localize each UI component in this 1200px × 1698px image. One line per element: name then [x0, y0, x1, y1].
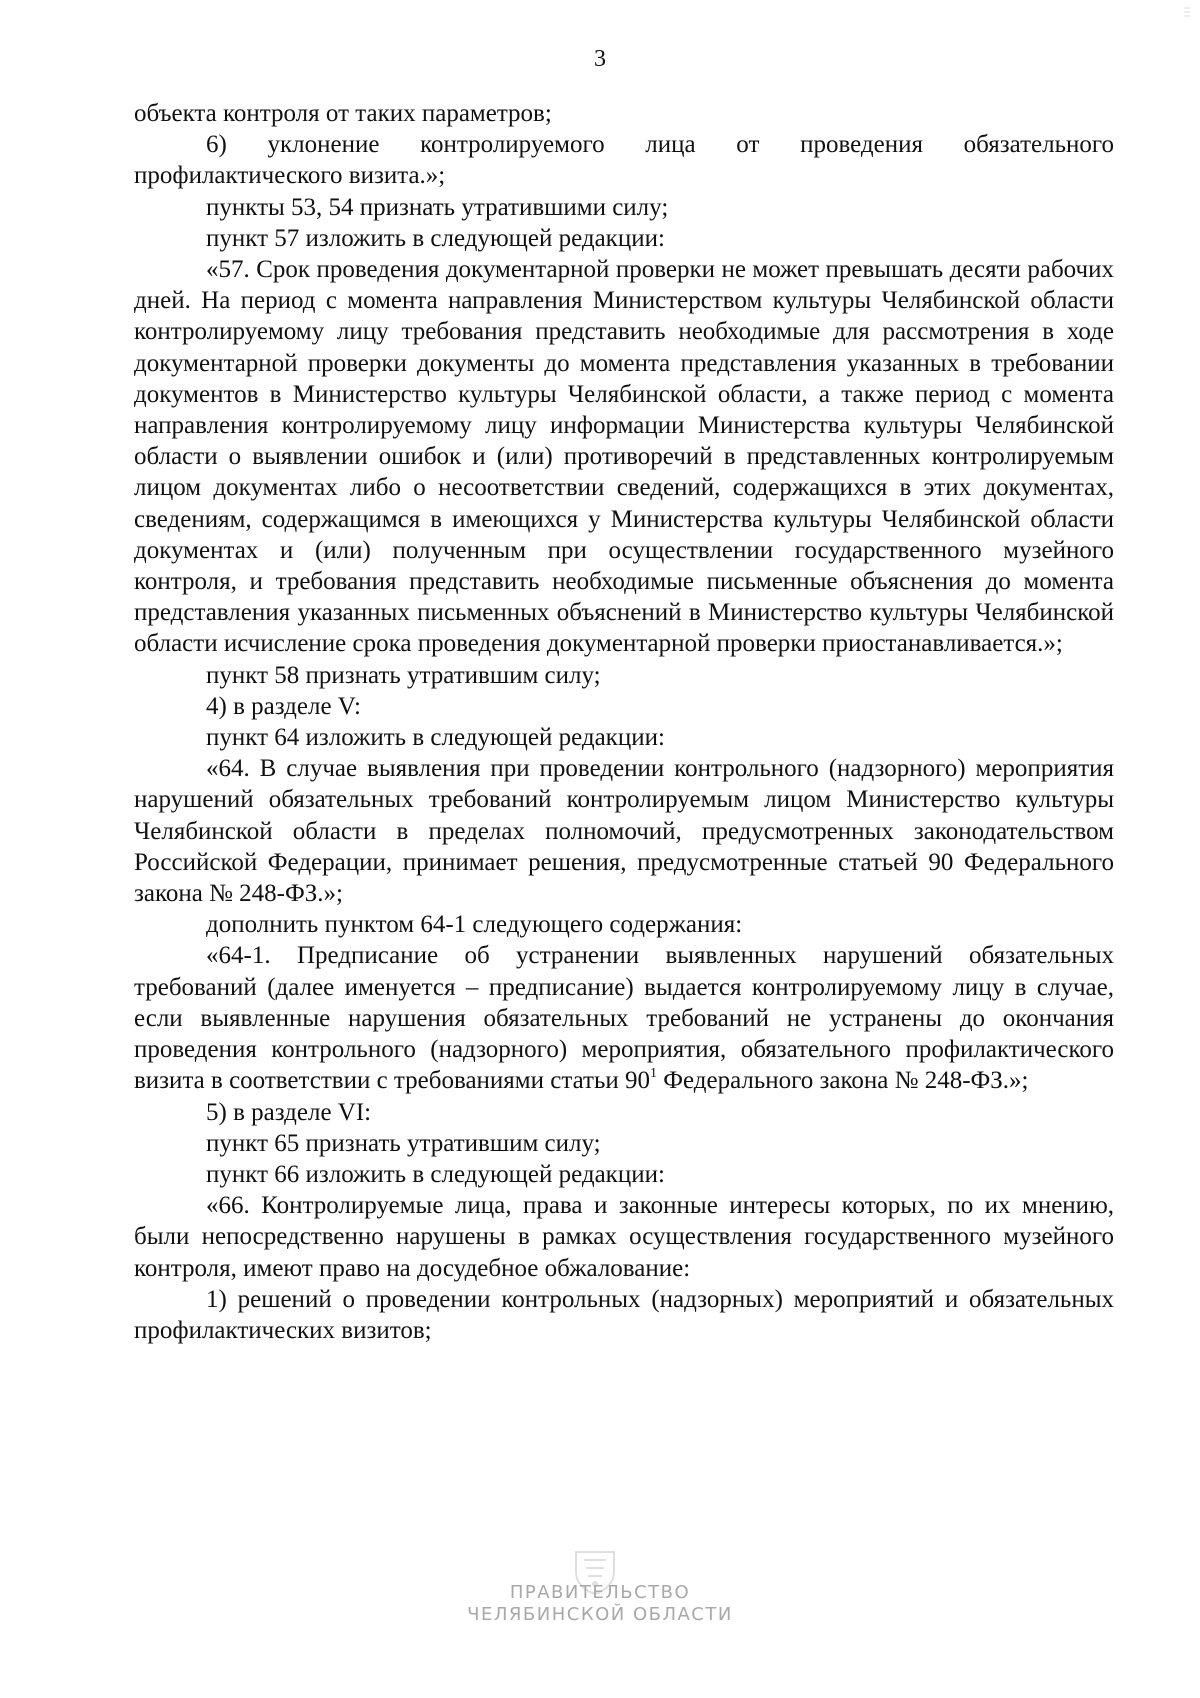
page-number: 3 — [594, 46, 606, 72]
seal-line-2: ЧЕЛЯБИНСКОЙ ОБЛАСТИ — [467, 1604, 733, 1625]
superscript-mark: 1 — [649, 1066, 657, 1082]
corner-mark-icon — [1182, 6, 1192, 18]
government-seal-stamp — [0, 1582, 1200, 1626]
paragraph-point-64-text: «64. В случае выявления при проведении контрольного (надзорного) мероприятия нарушений обязательных требований контролируемым лицом Министерство культуры Челябинской области в пределах полномочий, предусмотренных законодательством Российской Федерации, принимает решения, предусмотренные статьей 90 Федерального закона № 248-ФЗ.»; — [134, 755, 1114, 908]
paragraph-point-64-1-main: «64-1. Предписание об устранении выявленных нарушений обязательных требований (далее именуется – предписание) выдается контролируемому лицу в случае, если выявленные нарушения обязательных требований не устранены до окончания проведения контрольного (надзорного) мероприятия, обязательного профилактического визита в соответствии с требованиями статьи 90 — [134, 942, 1114, 1095]
paragraph-section-v: 4) в разделе V: — [206, 692, 361, 720]
paragraph-point-66-text: «66. Контролируемые лица, права и законные интересы которых, по их мнению, были непосредственно нарушены в рамках осуществления государственного музейного контроля, имеют право на досудебное обжалование: — [134, 1192, 1114, 1282]
document-body — [134, 98, 1114, 1346]
paragraph-point-64-1-tail: Федерального закона № 248-ФЗ.»; — [656, 1067, 1029, 1095]
paragraph-point-64-1-intro: дополнить пунктом 64-1 следующего содержания: — [206, 911, 743, 939]
paragraph-point-57-intro: пункт 57 изложить в следующей редакции: — [206, 224, 665, 252]
paragraph-item-6: 6) уклонение контролируемого лица от проведения обязательного профилактического визита.»; — [134, 131, 1114, 190]
paragraph-point-57-text: «57. Срок проведения документарной проверки не может превышать десяти рабочих дней. На период с момента направления Министерством культуры Челябинской области контролируемому лицу требования представить необходимые для рассмотрения в ходе документарной проверки документы до момента представления указанных в требовании документов в Министерство культуры Челябинской области, а также период с момента направления контролируемому лицу информации Министерства культуры Челябинской области о выявлении ошибок и (или) противоречий в представленных контролируемым лицом документах либо о несоответствии сведений, содержащихся в этих документах, сведениям, содержащимся в имеющихся у Министерства культуры Челябинской области документах и (или) полученным при осуществлении государственного музейного контроля, и требования представить необходимые письменные объяснения до момента представления указанных письменных объяснений в Министерство культуры Челябинской области исчисление срока проведения документарной проверки приостанавливается.»; — [134, 256, 1114, 658]
paragraph-item-1: 1) решений о проведении контрольных (надзорных) мероприятий и обязательных профилактических визитов; — [134, 1285, 1114, 1344]
paragraph-points-53-54: пункты 53, 54 признать утратившими силу; — [206, 193, 669, 221]
paragraph-continuation: объекта контроля от таких параметров; — [134, 100, 552, 127]
seal-line-1: ПРАВИТЕЛЬСТВО — [509, 1582, 691, 1603]
paragraph-point-66-intro: пункт 66 изложить в следующей редакции: — [206, 1160, 665, 1188]
paragraph-point-65: пункт 65 признать утратившим силу; — [206, 1129, 601, 1157]
paragraph-point-64-intro: пункт 64 изложить в следующей редакции: — [206, 724, 665, 752]
paragraph-section-vi: 5) в разделе VI: — [206, 1098, 372, 1126]
paragraph-point-64-1-text — [134, 940, 1114, 1096]
paragraph-point-58: пункт 58 признать утратившим силу; — [206, 661, 601, 689]
